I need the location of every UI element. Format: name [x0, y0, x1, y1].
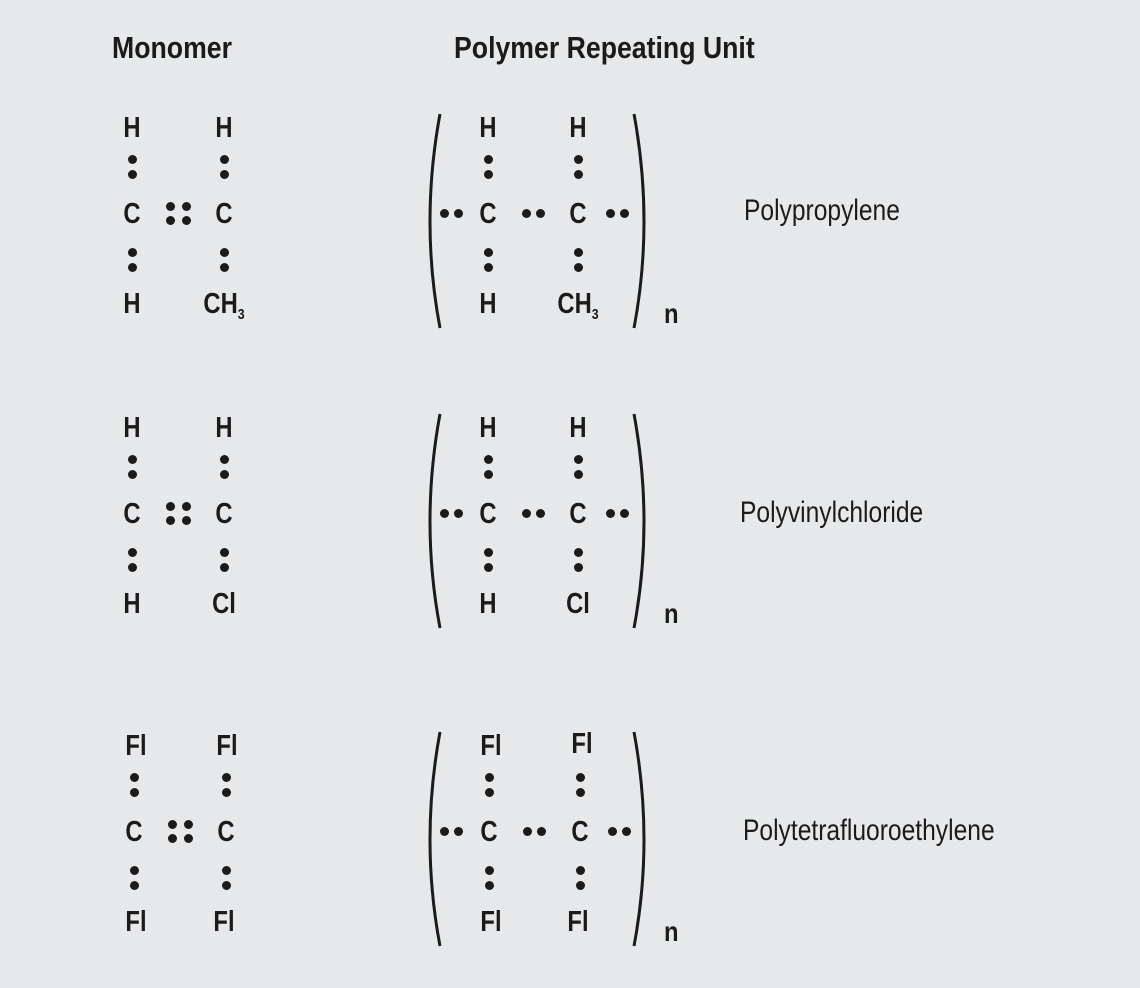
atom-top-left: H — [479, 112, 497, 144]
bond-dot — [620, 509, 629, 518]
bond-dot — [220, 563, 229, 572]
bond-dot — [130, 881, 139, 890]
bond-dot — [184, 834, 193, 843]
atom-top-left: H — [479, 412, 497, 444]
bond-dot — [485, 788, 494, 797]
repeating-unit — [418, 110, 679, 345]
atom-center-right: C — [215, 198, 233, 230]
polymer-header: Polymer Repeating Unit — [454, 30, 755, 65]
bond-dot — [574, 155, 583, 164]
bond-dot — [574, 563, 583, 572]
bond-dot — [222, 788, 231, 797]
bond-dot — [536, 509, 545, 518]
bond-dot — [485, 881, 494, 890]
bond-dot — [574, 548, 583, 557]
bond-dot — [576, 788, 585, 797]
bond-dot — [128, 455, 137, 464]
bond-dot — [222, 773, 231, 782]
bond-dot — [182, 202, 191, 211]
bond-dot — [484, 155, 493, 164]
bond-dot — [576, 866, 585, 875]
bond-dot — [166, 216, 175, 225]
bond-dot — [484, 548, 493, 557]
repeating-unit — [418, 728, 679, 963]
bottom-right-subscript: 3 — [237, 306, 245, 323]
bond-dot — [606, 509, 615, 518]
bond-dot — [128, 548, 137, 557]
bottom-right-main: CH — [557, 288, 592, 320]
bond-dot — [184, 820, 193, 829]
atom-center-left: C — [125, 816, 143, 848]
bond-dot — [128, 563, 137, 572]
repeat-subscript: n — [664, 298, 679, 329]
atom-center-right: C — [217, 816, 235, 848]
atom-bottom-right: Fl — [567, 906, 589, 938]
bond-dot — [522, 509, 531, 518]
atom-center-right: C — [215, 498, 233, 530]
bond-dot — [485, 773, 494, 782]
bottom-right-subscript: 3 — [591, 306, 599, 323]
atom-bottom-right — [557, 288, 599, 323]
left-bracket — [418, 728, 448, 953]
bond-dot — [130, 788, 139, 797]
bond-dot — [574, 455, 583, 464]
bond-dot — [166, 202, 175, 211]
bond-dot — [220, 455, 229, 464]
bond-dot — [620, 209, 629, 218]
atom-top-left: Fl — [480, 730, 502, 762]
atom-top-right: H — [215, 112, 233, 144]
atom-top-right: H — [569, 412, 587, 444]
atom-center-right: C — [569, 498, 587, 530]
repeat-subscript: n — [664, 916, 679, 947]
atom-center-right: C — [569, 198, 587, 230]
polymer-name: Polyvinylchloride — [740, 496, 924, 529]
repeating-unit — [418, 410, 679, 645]
bond-dot — [622, 827, 631, 836]
bond-dot — [182, 516, 191, 525]
bond-dot — [440, 209, 449, 218]
left-bracket — [418, 410, 448, 635]
atom-bottom-left: Fl — [480, 906, 502, 938]
monomer-structure — [110, 110, 260, 340]
bond-dot — [484, 563, 493, 572]
bond-dot — [220, 155, 229, 164]
atom-bottom-left: H — [123, 588, 141, 620]
bond-dot — [576, 773, 585, 782]
bottom-right-main: CH — [203, 288, 238, 320]
polymer-name: Polypropylene — [744, 194, 900, 227]
atom-bottom-left: H — [479, 288, 497, 320]
bond-dot — [574, 170, 583, 179]
bond-dot — [182, 216, 191, 225]
atom-center-right: C — [571, 816, 589, 848]
repeat-subscript: n — [664, 598, 679, 629]
bond-dot — [220, 548, 229, 557]
bond-dot — [606, 209, 615, 218]
bond-dot — [220, 170, 229, 179]
bond-dot — [166, 516, 175, 525]
bond-dot — [536, 209, 545, 218]
atom-top-right: H — [215, 412, 233, 444]
atom-bottom-right: Cl — [566, 588, 590, 620]
atom-bottom-right: Cl — [212, 588, 236, 620]
bond-dot — [574, 263, 583, 272]
right-bracket — [630, 110, 660, 335]
bond-dot — [574, 470, 583, 479]
atom-bottom-right — [203, 288, 245, 323]
bond-dot — [454, 209, 463, 218]
bond-dot — [130, 773, 139, 782]
atom-bottom-left: Fl — [125, 906, 147, 938]
bond-dot — [454, 509, 463, 518]
monomer-header: Monomer — [112, 30, 232, 65]
atom-top-right: Fl — [571, 728, 593, 760]
atom-bottom-left: H — [123, 288, 141, 320]
bond-dot — [168, 834, 177, 843]
bond-dot — [484, 263, 493, 272]
bond-dot — [574, 248, 583, 257]
bond-dot — [222, 881, 231, 890]
bond-dot — [454, 827, 463, 836]
bond-dot — [220, 263, 229, 272]
monomer-structure — [110, 410, 260, 640]
bond-dot — [220, 470, 229, 479]
bond-dot — [576, 881, 585, 890]
bond-dot — [523, 827, 532, 836]
bond-dot — [130, 866, 139, 875]
atom-bottom-left: H — [479, 588, 497, 620]
bond-dot — [484, 470, 493, 479]
bond-dot — [484, 455, 493, 464]
atom-top-right: Fl — [216, 730, 238, 762]
bond-dot — [485, 866, 494, 875]
bond-dot — [440, 827, 449, 836]
bond-dot — [168, 820, 177, 829]
bond-dot — [222, 866, 231, 875]
atom-bottom-right: Fl — [213, 906, 235, 938]
monomer-structure — [110, 728, 260, 958]
bond-dot — [128, 170, 137, 179]
atom-center-left: C — [123, 198, 141, 230]
bond-dot — [166, 502, 175, 511]
bond-dot — [128, 470, 137, 479]
atom-center-left: C — [480, 816, 498, 848]
bond-dot — [440, 509, 449, 518]
atom-center-left: C — [123, 498, 141, 530]
bond-dot — [128, 263, 137, 272]
right-bracket — [630, 410, 660, 635]
bond-dot — [128, 248, 137, 257]
bond-dot — [220, 248, 229, 257]
bond-dot — [484, 170, 493, 179]
atom-center-left: C — [479, 198, 497, 230]
bond-dot — [608, 827, 617, 836]
right-bracket — [630, 728, 660, 953]
bond-dot — [537, 827, 546, 836]
atom-top-left: H — [123, 412, 141, 444]
atom-top-left: H — [123, 112, 141, 144]
atom-top-right: H — [569, 112, 587, 144]
atom-top-left: Fl — [125, 730, 147, 762]
bond-dot — [128, 155, 137, 164]
polymer-name: Polytetrafluoroethylene — [743, 814, 995, 847]
bond-dot — [522, 209, 531, 218]
bond-dot — [484, 248, 493, 257]
bond-dot — [182, 502, 191, 511]
atom-center-left: C — [479, 498, 497, 530]
left-bracket — [418, 110, 448, 335]
